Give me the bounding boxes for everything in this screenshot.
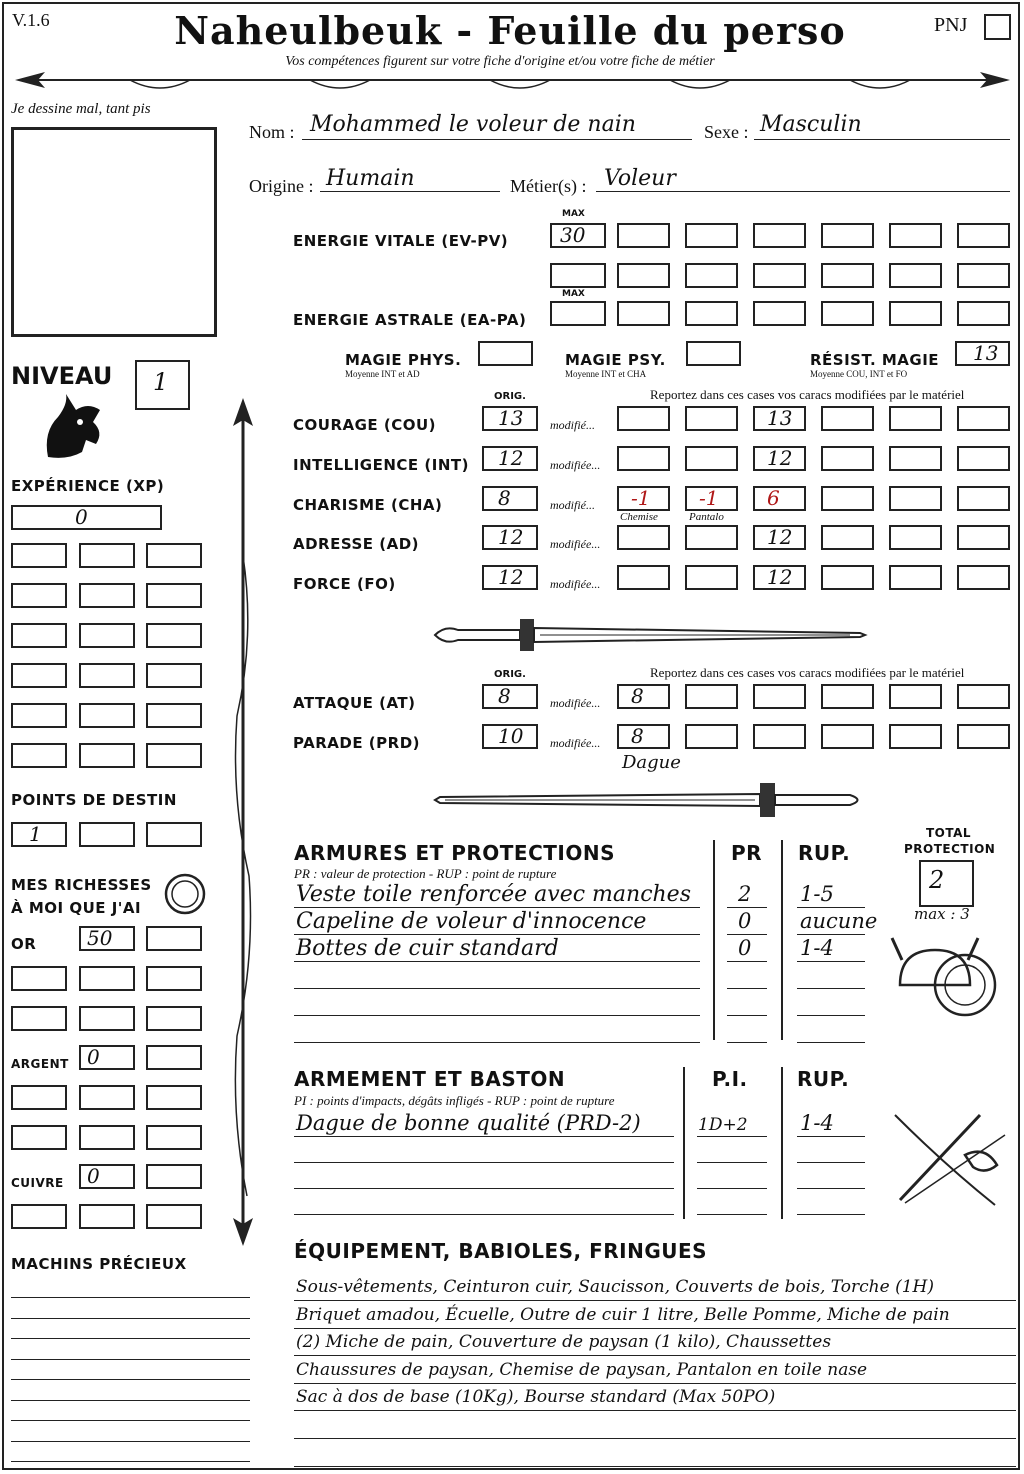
stat-mod-value: 6: [767, 486, 780, 510]
ev-box[interactable]: [753, 263, 806, 288]
machins-line[interactable]: [11, 1441, 250, 1442]
combat-modified-label: modifiée...: [550, 696, 601, 710]
cuivre-grid-box[interactable]: [146, 1204, 202, 1229]
armor-rup-line[interactable]: [797, 934, 865, 935]
armor-pr-line[interactable]: [727, 961, 767, 962]
combat-mod-box[interactable]: [753, 684, 806, 709]
combat-mod-value: 8: [631, 724, 644, 748]
weapon-name: Dague de bonne qualité (PRD-2): [296, 1111, 641, 1135]
destin-box[interactable]: [11, 822, 67, 847]
xp-grid-box[interactable]: [146, 623, 202, 648]
stat-modified-label: modifiée...: [550, 577, 601, 591]
combat-mod-box[interactable]: [889, 724, 942, 749]
armor-rup-line[interactable]: [797, 907, 865, 908]
ea-box[interactable]: [889, 301, 942, 326]
combat-mod-box[interactable]: [685, 684, 738, 709]
stat-mod-box[interactable]: [889, 525, 942, 550]
armor-note: PR : valeur de protection - RUP : point de rupture: [294, 866, 557, 881]
ev-box[interactable]: [889, 263, 942, 288]
ev-box[interactable]: [617, 223, 670, 248]
header-spear-ornament: [10, 68, 1014, 96]
combat-label: PARADE (PRD): [293, 734, 421, 752]
equipment-line[interactable]: [294, 1328, 1016, 1329]
xp-grid-box[interactable]: [11, 743, 67, 768]
armor-pr-value: 2: [738, 882, 752, 906]
stat-orig-value: 12: [498, 525, 524, 549]
combat-mod-value: 8: [631, 684, 644, 708]
stat-mod-value: -1: [699, 486, 719, 510]
weapon-rup-line[interactable]: [797, 1162, 865, 1163]
equipment-title: ÉQUIPEMENT, BABIOLES, FRINGUES: [294, 1239, 708, 1263]
destin-value: 1: [29, 822, 42, 846]
version-label: V.1.6: [12, 10, 50, 30]
combat-orig-box[interactable]: [482, 684, 538, 709]
equipment-line[interactable]: [294, 1410, 1016, 1411]
stat-mod-box[interactable]: [685, 525, 738, 550]
weapon-row-line[interactable]: [294, 1162, 674, 1163]
weapons-col-divider-1: [683, 1067, 685, 1219]
combat-mod-box[interactable]: [821, 684, 874, 709]
argent-grid-box[interactable]: [79, 1125, 135, 1150]
xp-grid-box[interactable]: [146, 663, 202, 688]
stat-mod-box[interactable]: [957, 446, 1010, 471]
weapon-rup-line[interactable]: [797, 1136, 865, 1137]
metier-field[interactable]: [596, 166, 1010, 192]
ev-box[interactable]: [753, 223, 806, 248]
stat-mod-box[interactable]: [617, 406, 670, 431]
stat-modified-label: modifié...: [550, 498, 595, 512]
combat-mod-box[interactable]: [957, 724, 1010, 749]
armor-pr-label: PR: [731, 841, 763, 865]
xp-grid-box[interactable]: [146, 743, 202, 768]
report-note: Reportez dans ces cases vos caracs modifiées par le matériel: [650, 387, 965, 402]
equipment-line[interactable]: [294, 1438, 1016, 1439]
portrait-caption: Je dessine mal, tant pis: [11, 101, 151, 117]
armor-col-divider-2: [781, 840, 783, 1040]
armor-row-line[interactable]: [294, 1015, 700, 1016]
pnj-checkbox[interactable]: [984, 14, 1011, 40]
xp-grid-box[interactable]: [79, 743, 135, 768]
destin-box-2[interactable]: [79, 822, 135, 847]
coin-icon: [163, 872, 207, 916]
magie-psy-label: MAGIE PSY.: [565, 351, 666, 369]
xp-label: EXPÉRIENCE (XP): [11, 477, 165, 495]
stat-mod-box[interactable]: [821, 565, 874, 590]
stat-mod-box[interactable]: [821, 446, 874, 471]
total-protection-value: 2: [929, 866, 945, 894]
stat-orig-value: 12: [498, 565, 524, 589]
argent-grid-box[interactable]: [79, 1085, 135, 1110]
stat-mod-box[interactable]: [617, 525, 670, 550]
cuivre-box-2[interactable]: [146, 1164, 202, 1189]
ev-box[interactable]: [821, 263, 874, 288]
cuivre-label: CUIVRE: [11, 1176, 64, 1190]
ev-box[interactable]: [685, 263, 738, 288]
combat-mod-box[interactable]: [753, 724, 806, 749]
stat-orig-value: 8: [498, 486, 511, 510]
combat-mod-box[interactable]: [957, 684, 1010, 709]
ea-box[interactable]: [957, 301, 1010, 326]
stat-orig-box[interactable]: [482, 565, 538, 590]
stat-orig-box[interactable]: [482, 486, 538, 511]
weapons-icon: [885, 1095, 1010, 1220]
combat-mod-box[interactable]: [685, 724, 738, 749]
ev-box[interactable]: [889, 223, 942, 248]
combat-orig-label: ORIG.: [494, 669, 526, 680]
armor-pr-line[interactable]: [727, 988, 767, 989]
or-box-2[interactable]: [146, 926, 202, 951]
or-value: 50: [87, 926, 113, 950]
argent-label: ARGENT: [11, 1057, 69, 1071]
stat-mod-box[interactable]: [821, 525, 874, 550]
cuivre-grid-box[interactable]: [11, 1204, 67, 1229]
armor-col-divider-1: [713, 840, 715, 1040]
stat-mod-box[interactable]: [889, 565, 942, 590]
ev-label: ENERGIE VITALE (EV-PV): [293, 232, 509, 250]
or-grid-box[interactable]: [79, 966, 135, 991]
stat-orig-value: 13: [498, 406, 524, 430]
resist-magie-note: Moyenne COU, INT et FO: [810, 369, 908, 379]
richesses-label-1: MES RICHESSES: [11, 876, 152, 894]
armor-row-line[interactable]: [294, 907, 700, 908]
weapon-pi-line[interactable]: [697, 1162, 767, 1163]
magie-psy-box[interactable]: [686, 341, 741, 366]
stat-mod-box[interactable]: [889, 446, 942, 471]
ev-box[interactable]: [617, 263, 670, 288]
resist-magie-box[interactable]: [955, 341, 1010, 366]
equipment-text: Sous-vêtements, Ceinturon cuir, Saucisson, Couverts de bois, Torche (1H): [296, 1277, 934, 1297]
ea-max-box[interactable]: [550, 301, 606, 326]
stat-mod-box[interactable]: [821, 406, 874, 431]
stat-modified-label: modifiée...: [550, 458, 601, 472]
stat-mod-box[interactable]: [821, 486, 874, 511]
armor-rup-line[interactable]: [797, 1042, 865, 1043]
armor-pr-line[interactable]: [727, 907, 767, 908]
metier-label: Métier(s) :: [510, 176, 587, 196]
machins-line[interactable]: [11, 1379, 250, 1380]
xp-grid-box[interactable]: [11, 543, 67, 568]
stat-mod-box[interactable]: [753, 565, 806, 590]
armor-name: Capeline de voleur d'innocence: [296, 909, 647, 934]
stat-mod-value: 12: [767, 565, 793, 589]
ea-box[interactable]: [685, 301, 738, 326]
combat-label: ATTAQUE (AT): [293, 694, 416, 712]
ev-box[interactable]: [685, 223, 738, 248]
or-grid-box[interactable]: [146, 1006, 202, 1031]
machins-line[interactable]: [11, 1461, 250, 1462]
xp-grid-box[interactable]: [11, 623, 67, 648]
stat-mod-value: 12: [767, 446, 793, 470]
weapons-note: PI : points d'impacts, dégâts infligés - RUP : point de rupture: [294, 1093, 615, 1108]
stat-mod-box[interactable]: [685, 446, 738, 471]
xp-grid-box[interactable]: [146, 583, 202, 608]
helmet-shield-icon: [890, 930, 1000, 1025]
weapon-pi-line[interactable]: [697, 1214, 767, 1215]
ev-box[interactable]: [550, 263, 606, 288]
richesses-label-2: À MOI QUE J'AI: [11, 899, 142, 917]
xp-grid-box[interactable]: [79, 543, 135, 568]
argent-box[interactable]: [79, 1045, 135, 1070]
stat-mod-value: 12: [767, 525, 793, 549]
armor-rup-value: aucune: [800, 909, 878, 933]
niveau-box[interactable]: [135, 360, 190, 410]
ev-box[interactable]: [821, 223, 874, 248]
ev-max-value: 30: [560, 223, 586, 247]
or-grid-box[interactable]: [79, 1006, 135, 1031]
combat-mod-box[interactable]: [617, 724, 670, 749]
orig-label: ORIG.: [494, 391, 526, 402]
magie-phys-label: MAGIE PHYS.: [345, 351, 462, 369]
magie-phys-box[interactable]: [478, 341, 533, 366]
xp-grid-box[interactable]: [146, 543, 202, 568]
weapons-pi-label: P.I.: [712, 1067, 748, 1091]
combat-modified-label: modifiée...: [550, 736, 601, 750]
resist-magie-label: RÉSIST. MAGIE: [810, 351, 940, 369]
combat-orig-box[interactable]: [482, 724, 538, 749]
page-title: Naheulbeuk - Feuille du perso: [174, 8, 846, 53]
ea-max-label: MAX: [562, 289, 585, 299]
stat-mod-note: Chemise: [620, 511, 658, 523]
weapons-col-divider-2: [781, 1067, 783, 1219]
stat-mod-box[interactable]: [889, 486, 942, 511]
stat-mod-box[interactable]: [957, 486, 1010, 511]
xp-grid-box[interactable]: [79, 623, 135, 648]
stat-mod-box[interactable]: [617, 565, 670, 590]
armor-name: Bottes de cuir standard: [296, 936, 559, 961]
stat-mod-box[interactable]: [889, 406, 942, 431]
argent-grid-box[interactable]: [146, 1125, 202, 1150]
stat-modified-label: modifiée...: [550, 537, 601, 551]
xp-grid-box[interactable]: [11, 583, 67, 608]
ev-max-label: MAX: [562, 209, 585, 219]
stat-mod-box[interactable]: [753, 446, 806, 471]
magie-psy-note: Moyenne INT et CHA: [565, 369, 647, 379]
armor-pr-line[interactable]: [727, 1015, 767, 1016]
armor-row-line[interactable]: [294, 934, 700, 935]
stat-mod-note: Pantalo: [689, 511, 724, 523]
machins-line[interactable]: [11, 1338, 250, 1339]
max-protection-note: max : 3: [914, 905, 970, 923]
argent-grid-box[interactable]: [11, 1125, 67, 1150]
armor-row-line[interactable]: [294, 1042, 700, 1043]
armor-row-line[interactable]: [294, 961, 700, 962]
armor-pr-line[interactable]: [727, 1042, 767, 1043]
weapon-rup-value: 1-4: [800, 1111, 834, 1135]
metier-value: Voleur: [604, 166, 676, 191]
machins-line[interactable]: [11, 1359, 250, 1360]
combat-mod-box[interactable]: [889, 684, 942, 709]
combat-report-note: Reportez dans ces cases vos caracs modifiées par le matériel: [650, 665, 965, 680]
ev-max-box[interactable]: [550, 223, 606, 248]
armor-rup-value: 1-4: [800, 936, 834, 960]
stat-mod-box[interactable]: [685, 486, 738, 511]
stat-label: COURAGE (COU): [293, 416, 437, 434]
stat-label: FORCE (FO): [293, 575, 396, 593]
ea-label: ENERGIE ASTRALE (EA-PA): [293, 311, 527, 329]
equipment-text: Briquet amadou, Écuelle, Outre de cuir 1 litre, Belle Pomme, Miche de pain: [296, 1304, 950, 1325]
armor-name: Veste toile renforcée avec manches: [296, 882, 691, 907]
stat-mod-box[interactable]: [617, 486, 670, 511]
stat-mod-box[interactable]: [957, 525, 1010, 550]
combat-mod-box[interactable]: [617, 684, 670, 709]
or-grid-box[interactable]: [11, 1006, 67, 1031]
weapon-rup-line[interactable]: [797, 1214, 865, 1215]
armor-rup-label: RUP.: [798, 841, 851, 865]
stat-mod-box[interactable]: [617, 446, 670, 471]
total-protection-box[interactable]: [919, 860, 974, 907]
xp-value: 0: [75, 505, 88, 529]
origine-label: Origine :: [249, 176, 314, 196]
ea-box[interactable]: [617, 301, 670, 326]
armor-rup-line[interactable]: [797, 1015, 865, 1016]
argent-value: 0: [87, 1045, 100, 1069]
spear-ornament: [225, 396, 261, 1248]
armor-rup-line[interactable]: [797, 961, 865, 962]
ev-box[interactable]: [957, 263, 1010, 288]
ea-box[interactable]: [753, 301, 806, 326]
machins-line[interactable]: [11, 1297, 250, 1298]
stat-mod-box[interactable]: [753, 406, 806, 431]
armor-pr-value: 0: [738, 936, 752, 960]
stat-mod-box[interactable]: [957, 406, 1010, 431]
or-label: OR: [11, 935, 37, 953]
sexe-field[interactable]: [754, 112, 1010, 140]
ea-box[interactable]: [821, 301, 874, 326]
weapon-pi-value: 1D+2: [698, 1115, 748, 1135]
nom-field[interactable]: [302, 112, 692, 140]
armor-row-line[interactable]: [294, 988, 700, 989]
sexe-value: Masculin: [760, 112, 862, 137]
armor-rup-value: 1-5: [800, 882, 834, 906]
or-grid-box[interactable]: [11, 966, 67, 991]
weapon-row-line[interactable]: [294, 1136, 674, 1137]
stat-orig-value: 12: [498, 446, 524, 470]
stat-mod-value: -1: [631, 486, 651, 510]
stat-mod-value: 13: [767, 406, 793, 430]
argent-grid-box[interactable]: [146, 1085, 202, 1110]
equipment-text: Chaussures de paysan, Chemise de paysan, Pantalon en toile nase: [296, 1359, 868, 1380]
machins-line[interactable]: [11, 1400, 250, 1401]
niveau-label: NIVEAU: [11, 362, 113, 390]
origine-value: Humain: [326, 166, 415, 191]
xp-grid-box[interactable]: [79, 583, 135, 608]
stat-modified-label: modifié...: [550, 418, 595, 432]
stat-mod-box[interactable]: [957, 565, 1010, 590]
pnj-label: PNJ: [934, 14, 968, 36]
combat-weapon-note: Dague: [622, 752, 681, 773]
portrait-box[interactable]: [11, 127, 217, 337]
armor-rup-line[interactable]: [797, 988, 865, 989]
armor-pr-line[interactable]: [727, 934, 767, 935]
magie-phys-note: Moyenne INT et AD: [345, 369, 420, 379]
xp-grid-box[interactable]: [11, 703, 67, 728]
or-box[interactable]: [79, 926, 135, 951]
weapon-pi-line[interactable]: [697, 1188, 767, 1189]
cuivre-value: 0: [87, 1164, 100, 1188]
equipment-text: (2) Miche de pain, Couverture de paysan (1 kilo), Chaussettes: [296, 1332, 832, 1353]
weapon-pi-line[interactable]: [697, 1136, 767, 1137]
total-label-1: TOTAL: [926, 826, 972, 840]
equipment-line[interactable]: [294, 1355, 1016, 1356]
xp-grid-box[interactable]: [79, 703, 135, 728]
cuivre-grid-box[interactable]: [79, 1204, 135, 1229]
xp-grid-box[interactable]: [79, 663, 135, 688]
stat-mod-box[interactable]: [753, 525, 806, 550]
stat-label: INTELLIGENCE (INT): [293, 456, 469, 474]
stat-orig-box[interactable]: [482, 525, 538, 550]
weapon-row-line[interactable]: [294, 1214, 674, 1215]
machins-line[interactable]: [11, 1420, 250, 1421]
total-label-2: PROTECTION: [904, 842, 996, 856]
xp-grid-box[interactable]: [146, 703, 202, 728]
stat-label: ADRESSE (AD): [293, 535, 420, 553]
stat-label: CHARISME (CHA): [293, 496, 443, 514]
xp-box[interactable]: [11, 505, 162, 530]
nom-value: Mohammed le voleur de nain: [310, 112, 636, 137]
equipment-line[interactable]: [294, 1466, 1016, 1467]
xp-grid-box[interactable]: [11, 663, 67, 688]
stat-orig-box[interactable]: [482, 446, 538, 471]
machins-label: MACHINS PRÉCIEUX: [11, 1255, 187, 1273]
equipment-line[interactable]: [294, 1300, 1016, 1301]
argent-box-2[interactable]: [146, 1045, 202, 1070]
stat-mod-box[interactable]: [753, 486, 806, 511]
nom-label: Nom :: [249, 122, 295, 142]
page-subtitle: Vos compétences figurent sur votre fiche d'origine et/ou votre fiche de métier: [285, 54, 715, 69]
sexe-label: Sexe :: [704, 122, 749, 142]
armor-title: ARMURES ET PROTECTIONS: [294, 841, 615, 865]
weapon-rup-line[interactable]: [797, 1188, 865, 1189]
cuivre-box[interactable]: [79, 1164, 135, 1189]
stat-mod-box[interactable]: [685, 406, 738, 431]
combat-orig-value: 10: [498, 724, 524, 748]
destin-label: POINTS DE DESTIN: [11, 791, 177, 809]
niveau-value: 1: [153, 368, 169, 396]
sword-illustration-top: [430, 615, 870, 655]
combat-mod-box[interactable]: [821, 724, 874, 749]
weapon-row-line[interactable]: [294, 1188, 674, 1189]
argent-grid-box[interactable]: [11, 1085, 67, 1110]
weapons-rup-label: RUP.: [797, 1067, 850, 1091]
dragon-icon: [38, 392, 108, 464]
or-grid-box[interactable]: [146, 966, 202, 991]
armor-pr-value: 0: [738, 909, 752, 933]
stat-mod-box[interactable]: [685, 565, 738, 590]
sword-illustration-bottom: [430, 780, 870, 820]
ev-box[interactable]: [957, 223, 1010, 248]
origine-field[interactable]: [320, 166, 500, 192]
equipment-line[interactable]: [294, 1383, 1016, 1384]
weapons-title: ARMEMENT ET BASTON: [294, 1067, 566, 1091]
equipment-text: Sac à dos de base (10Kg), Bourse standard (Max 50PO): [296, 1387, 776, 1408]
destin-box-3[interactable]: [146, 822, 202, 847]
machins-line[interactable]: [11, 1318, 250, 1319]
resist-magie-value: 13: [973, 341, 999, 365]
combat-orig-value: 8: [498, 684, 511, 708]
stat-orig-box[interactable]: [482, 406, 538, 431]
